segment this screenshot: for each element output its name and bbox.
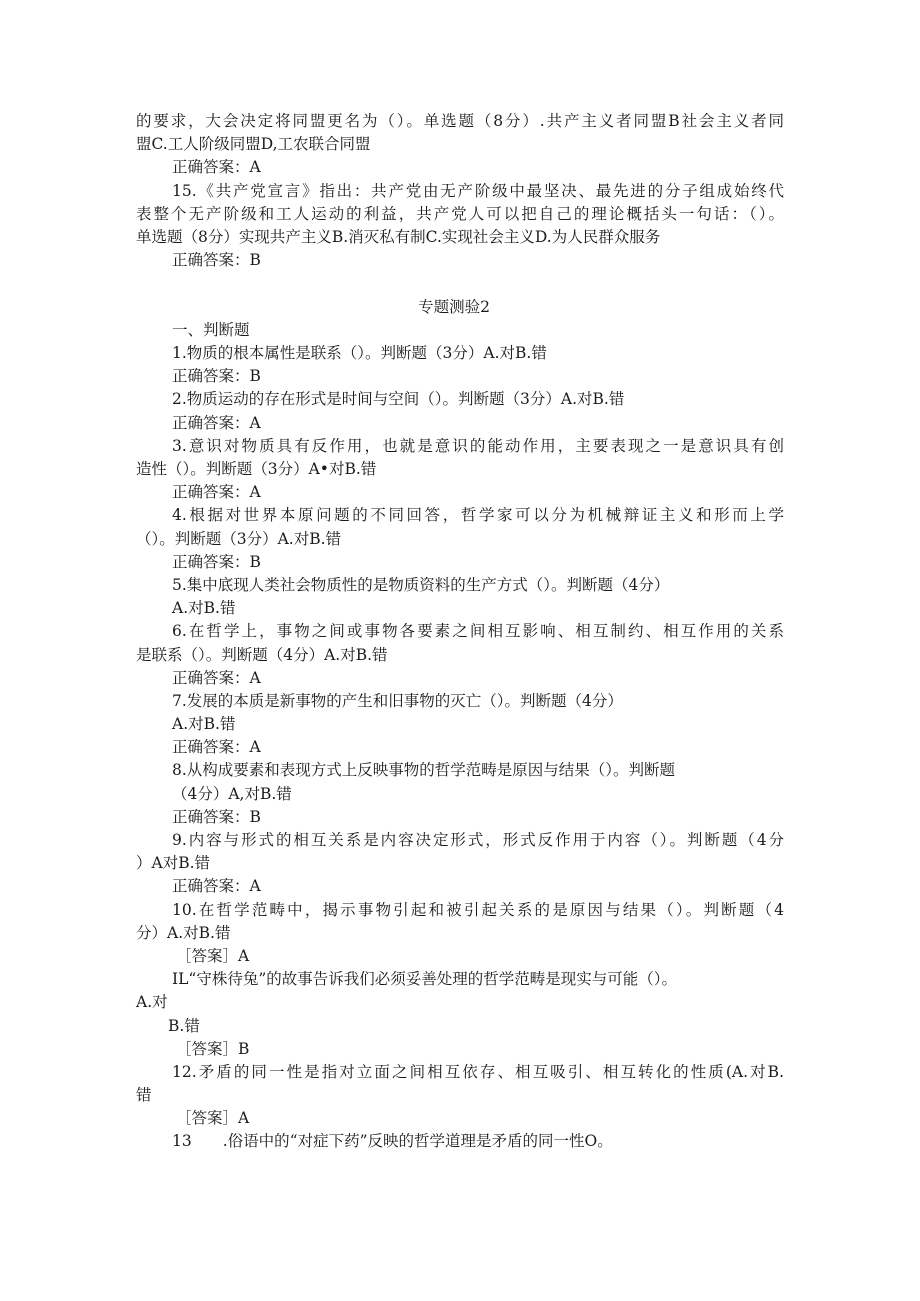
text-line: （）。判断题（3分）A.对B.错 — [136, 529, 342, 548]
text-line: 单选题（8分）实现共产主义B.消灭私有制C.实现社会主义D.为人民群众服务 — [136, 227, 661, 246]
text-line: IL“守株待兔”的故事告诉我们必须妥善处理的哲学范畴是现实与可能（）。 — [172, 970, 678, 989]
text-line: 是联系（）。判断题（4分）A.对B.错 — [136, 645, 388, 664]
text-line: 10.在哲学范畴中，揭示事物引起和被引起关系的是原因与结果（）。判断题（4 — [172, 900, 784, 919]
text-line: ［答案］B — [176, 1039, 250, 1058]
text-line: A.对B.错 — [172, 715, 236, 734]
text-line: 正确答案：A — [172, 738, 261, 757]
text-line: 正确答案：A — [172, 483, 261, 502]
text-line: 正确答案：A — [172, 413, 261, 432]
text-line: 正确答案：B — [172, 251, 261, 270]
text-line: 错 — [136, 1086, 152, 1105]
text-line: 2.物质运动的存在形式是时间与空间（）。判断题（3分）A.对B.错 — [172, 390, 625, 409]
document-page — [136, 110, 784, 1154]
text-line: ［答案］A — [176, 946, 250, 965]
text-line: 5.集中底现人类社会物质性的是物质资料的生产方式（）。判断题（4分） — [172, 575, 670, 594]
text-line: 9.内容与形式的相互关系是内容决定形式，形式反作用于内容（）。判断题（4分 — [172, 831, 784, 850]
section-title: 专题测验2 — [418, 297, 490, 316]
text-line: 正确答案：B — [172, 367, 261, 386]
text-line: B.错 — [168, 1016, 200, 1035]
text-line: 分）A.对B.错 — [136, 923, 231, 942]
section-spacer — [136, 272, 784, 295]
text-line: 3.意识对物质具有反作用，也就是意识的能动作用，主要表现之一是意识具有创 — [172, 436, 784, 455]
text-line: 7.发展的本质是新事物的产生和旧事物的灭亡（）。判断题（4分） — [172, 691, 623, 710]
text-line: ）A对B.错 — [136, 854, 211, 873]
text-line: 正确答案：A — [172, 668, 261, 687]
text-line: 12.矛盾的同一性是指对立面之间相互依存、相互吸引、相互转化的性质(A.对B. — [172, 1062, 784, 1081]
text-line: 1.物质的根本属性是联系（）。判断题（3分）A.对B.错 — [172, 344, 547, 363]
text-line: 正确答案：B — [172, 807, 261, 826]
text-line: 正确答案：A — [172, 877, 261, 896]
text-line: A.对B.错 — [172, 599, 236, 618]
text-line: 8.从构成要素和表现方式上反映事物的哲学范畴是原因与结果（）。判断题 — [172, 761, 676, 780]
text-line: 4.根据对世界本原问题的不同回答，哲学家可以分为机械辩证主义和形而上学 — [172, 506, 784, 525]
text-line: 正确答案：A — [172, 158, 261, 177]
text-line: 造性（）。判断题（3分）A•对B.错 — [136, 460, 377, 479]
text-line: ［答案］A — [176, 1109, 250, 1128]
text-line: 15.《共产党宣言》指出：共产党由无产阶级中最坚决、最先进的分子组成始终代 — [172, 181, 784, 200]
top-block — [136, 110, 784, 272]
text-line: （4分）A,对B.错 — [172, 784, 292, 803]
text-line: 正确答案：B — [172, 552, 261, 571]
text-line: 表整个无产阶级和工人运动的利益，共产党人可以把自己的理论概括头一句话：（）。 — [136, 204, 784, 223]
text-line: 6.在哲学上，事物之间或事物各要素之间相互影响、相互制约、相互作用的关系 — [172, 622, 784, 641]
section-block — [136, 319, 784, 1154]
text-line: 13 .俗语中的“对症下药”反映的哲学道理是矛盾的同一性O。 — [172, 1132, 613, 1151]
text-line: 一、判断题 — [172, 320, 250, 339]
text-line: 的要求，大会决定将同盟更名为（）。单选题（8分）.共产主义者同盟B社会主义者同 — [136, 112, 784, 130]
text-line: 盟C.工人阶级同盟D,工农联合同盟 — [136, 135, 371, 154]
text-line: A.对 — [136, 993, 168, 1012]
